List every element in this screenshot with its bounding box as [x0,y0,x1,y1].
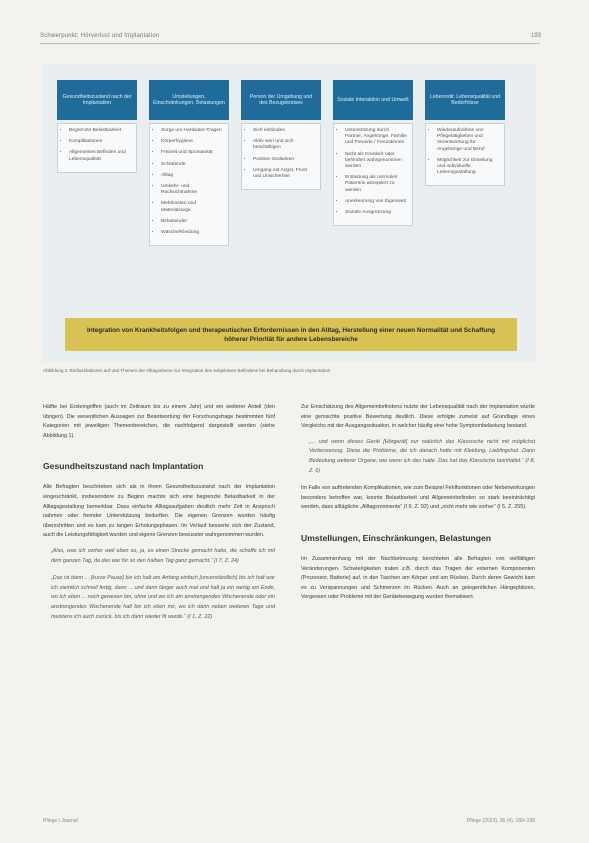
list-item: • Anerkennung von Eigenwelt [345,199,407,205]
list-item: • Wiederaufnahme von Pflegetätigkeiten und Verantwortung für Angehörige und Beruf [437,128,499,153]
list-item: • Unterstützung durch Partner, Angehörige, Familie und Freunde / Freundinnen [345,128,407,147]
list-item: • Positive Gedanken [253,157,315,163]
list-item: • Körperhygiene [161,139,223,145]
list-item: • Aktiv sein und sich beschäftigen [253,139,315,151]
column-body [425,123,505,186]
figure-column-4 [333,80,413,226]
list-item: • Entlastung als normale/r Patient/in akzeptiert zu werden [345,175,407,194]
paragraph: Zur Einschätzung des Allgemeinbefindens nutzte der Lebensqualität nach der Implantation wurde eine gemischte positive Bewertung deutlich. Diese erfolgte zumeist auf Grundlage eines Vergleichs mit der Ausgangssituation, in welcher häufig eine hohe Symptombelastung bestand. [301,404,535,430]
figure-column-2 [149,80,229,246]
paragraph: Im Falle von auftretenden Komplikationen, wie zum Beispiel Fehlfunktionen oder Nebenwirkungen besonders betroffen war, konnte Belastbarkeit und Allgemeinbefinden so stark beeinträchtigt werden, dass alltägliche „Alltagsmomente“ (I 9, Z. 92) und „nicht mehr wie vorher“ (I 5, Z. 255). [301,485,535,511]
list-item: • Alltag [161,173,223,179]
list-item: • Allgemeines Befinden und Lebensqualität [69,150,131,162]
figure-caption: Abbildung 1. Einflussfaktoren auf und Themen der Alltagsebene zur Integration des subjektiven Befindens bei Behandlung durch Implantation [43,368,331,373]
list-item: • Möglichkeit zur Einteilung und individuelle Lebensgestaltung [437,158,499,177]
column-body [57,123,137,173]
list-item: • Begrenzte Belastbarkeit [69,128,131,134]
paragraph: Alle Befragten beschrieben sich als in ihrem Gesundheitszustand nach der Implantation eingeschränkt, insbesondere zu Beginn machte sich eine begrenzte Belastbarkeit in der Alltagsgestaltung bemerkbar. Dass einfache Alltagsaufgaben deutlich mehr Zeit in Anspruch nahmen oder fremder Unterstützung bedurften. Die eigenen Grenzen wurden häufig überschritten und es kam zu langen Erholungsphasen. Im Verlauf besserte sich der Zustand, auch die Leistungsfähigkeit wurden und eigene Grenzen bewusster wahrgenommen wurden. [43,484,275,539]
column-heading: Gesundheitszustand nach der Implantation [57,80,137,120]
column-heading: Umstellungen, Einschränkungen, Belastungen [149,80,229,120]
quote: „... und wenn dieses Gerät [Hörgerät] nur natürlich das Klassische nicht mit möglichst Verbesserung. Diese die Probleme, die ich danach hatte mit Kleidung, Lieblingshut. Dann Bedeutung weiterer Organe, wie wenn ich das hatte. Das hat das Klassische beinhaltet.“ (I 8, Z. 6) [309,438,535,474]
list-item: • Mehrkosten und Materialsorge [161,201,223,213]
footer-left: Pflege / Journal [43,818,78,824]
quote: „Das ist dann ... [kurze Pause] bis ich halt am Anfang einfach [unverständlich] bis ich halt war ich ziemlich schnell fertig, dann ... und dann länger auch mal und halt ja ein wenig am Ende, wo ich eben ... noch gewesen bin, ohne und wo ich am anstrengenden Wochenende oder ein anstrengendes Wochenende halt bin ich eben mir, wo ich dann neben weiteren Tage und meistens ich auch zurück, bis ich dann wieder fit wurde.“ (I 1, Z. 22) [51,575,275,620]
right-text-column [301,403,535,609]
running-head: Schwerpunkt: Hörverlust und Implantation [40,33,160,39]
list-item: • Soziale Ausgrenzung [345,210,407,216]
list-item: • Sorge um Hardware-Tragen [161,128,223,134]
left-text-column [43,403,275,630]
list-item: • Umkehr- und Rücksichtnahme [161,184,223,196]
paragraph: Im Zusammenhang mit der Nachbetreuung berichteten alle Befragten von vielfältigen Veränderungen. Schwierigkeiten traten z.B. durch das Tragen der externen Komponenten (Prozessor, Batterie) auf, in den Taschen am Körper und am Rücken. Durch deren Gewicht kam es zu Verspannungen und Schmerzen im Rücken. Auch an gelegentlichen Hängeplätzen, Vergessen oder Probleme mit der Gerätebewegung wurden thematisiert. [301,555,535,601]
header-rule [40,43,540,44]
column-heading: Person der Umgebung und des Bezugskreises [241,80,321,120]
page-number: 193 [530,33,541,39]
column-heading: Soziale Interaktion und Umwelt [333,80,413,120]
column-body [333,123,413,226]
list-item: • Nicht als Kranke/r oder behindert wahrgenommen werden [345,152,407,171]
paragraph: Hälfte bei Ersteingriffen (auch im Zeitraum bis zu einem Jahr) und ein weiterer Anteil (den übrigen). Die wesentlichen Aussagen zur Beantwortung der Forschungsfrage bestimmten fünf Kategorien mit jeweiligen Themenbereichen, die nachfolgend dargestellt werden (siehe Abbildung 1). [43,404,275,439]
quote: „Also, was ich vorher weil eben so, ja, es einen Strecke gemacht habe, die schaffe ich mit dem ganzen Tag, da das war für so den halben Tag ganz gemacht.“ (I 7, Z. 24) [51,547,275,564]
list-item: • Wäsche/Kleidung [161,230,223,236]
list-item: • Schlafende [161,162,223,168]
figure-column-5 [425,80,505,186]
column-heading: Lebensstil: Lebensqualität und Bedürfnisse [425,80,505,120]
figure-column-3 [241,80,321,190]
figure-1 [43,64,536,362]
figure-column-1 [57,80,137,173]
figure-banner: Integration von Krankheitsfolgen und therapeutischen Erfordernissen in den Alltag, Herstellung einer neuen Normalität und Schaffung höherer Priorität für andere Lebensbereiche [65,318,517,351]
list-item: • Belastender [161,219,223,225]
footer-right: Pflege (2023), 36 (4), 189–198 [466,818,535,824]
list-item: • Sich einbinden [253,128,315,134]
column-body [241,123,321,190]
list-item: • Freizeit und Spontanität [161,150,223,156]
list-item: • Umgang mit Angst, Frust und Unsicherheit [253,168,315,180]
section-heading: Umstellungen, Einschränkungen, Belastungen [301,532,492,543]
list-item: • Komplikationen [69,139,131,145]
column-body [149,123,229,246]
section-heading: Gesundheitszustand nach Implantation [43,461,204,472]
